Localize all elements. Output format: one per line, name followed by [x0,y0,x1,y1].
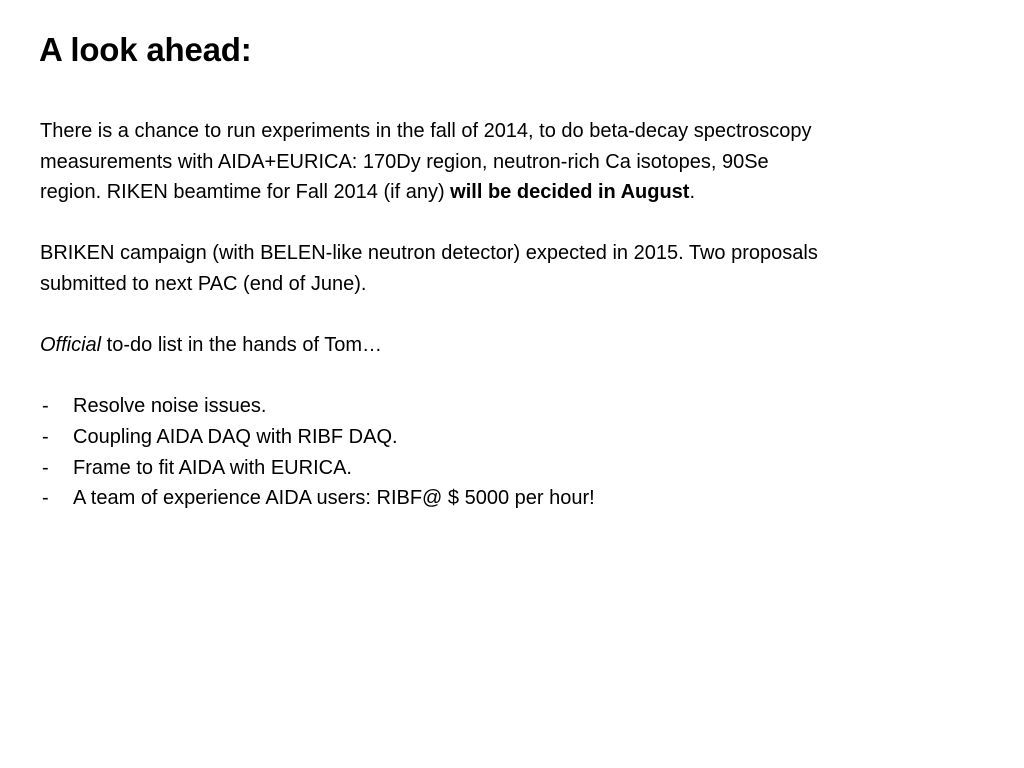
bullet-dash: - [42,456,49,479]
paragraph-line [40,177,980,208]
spacer [40,300,980,331]
paragraph-line: BRIKEN campaign (with BELEN-like neutron detector) expected in 2015. Two proposals [40,242,818,265]
list-item [40,422,980,453]
paragraph-line: There is a chance to run experiments in the fall of 2014, to do beta-decay spectroscopy [40,120,812,142]
spacer [40,208,980,239]
bullet-dash: - [42,395,49,418]
todo-list [40,391,980,513]
text-run: region. RIKEN beamtime for Fall 2014 (if any) [40,181,451,204]
list-item [40,483,980,514]
bullet-dash: - [42,487,49,510]
text-run: . [689,181,696,204]
paragraph-line: measurements with AIDA+EURICA: 170Dy region, neutron-rich Ca isotopes, 90Se [40,150,769,173]
paragraph-beamtime [40,116,980,208]
paragraph-line: submitted to next PAC (end of June). [40,272,367,295]
slide-title: A look ahead: [39,31,252,68]
list-item-text: A team of experience AIDA users: RIBF@ $ 5000 per hour! [73,487,595,510]
bold-text: will be decided in August [450,181,690,204]
spacer [40,361,980,392]
slide-body [40,116,980,514]
list-item [40,453,980,484]
list-item-text: Resolve noise issues. [73,395,267,418]
paragraph-briken [40,238,980,299]
list-item-text: Coupling AIDA DAQ with RIBF DAQ. [73,425,398,448]
list-item [40,391,980,422]
list-item-text: Frame to fit AIDA with EURICA. [73,456,352,479]
italic-text: Official [40,334,102,357]
text-run: to-do list in the hands of Tom… [101,334,383,357]
bullet-dash: - [42,425,49,448]
paragraph-todo-intro [40,330,980,361]
paragraph-line [40,330,980,361]
